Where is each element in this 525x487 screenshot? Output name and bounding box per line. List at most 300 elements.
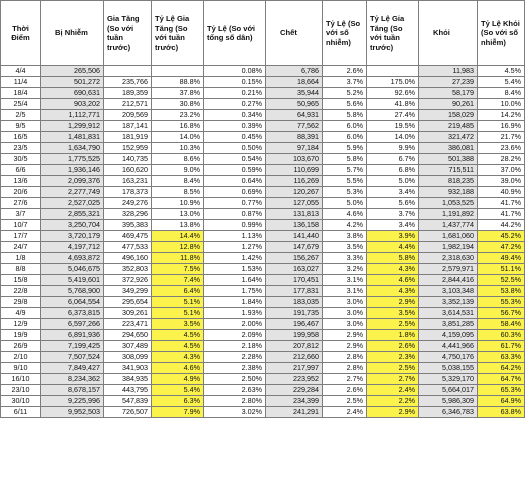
table-cell: 223,471 <box>104 319 152 330</box>
table-cell: 5.5% <box>323 176 367 187</box>
table-cell: 18/4 <box>1 88 41 99</box>
table-cell: 49.4% <box>478 253 525 264</box>
table-cell: 5.1% <box>152 308 204 319</box>
table-cell: 55.3% <box>478 297 525 308</box>
table-cell: 16.9% <box>478 121 525 132</box>
table-cell: 4/4 <box>1 66 41 77</box>
table-cell: 5.0% <box>367 176 419 187</box>
table-cell: 469,475 <box>104 231 152 242</box>
table-cell <box>104 66 152 77</box>
table-cell: 321,472 <box>419 132 478 143</box>
table-cell: 395,383 <box>104 220 152 231</box>
table-cell: 2,579,971 <box>419 264 478 275</box>
table-cell: 3.0% <box>323 308 367 319</box>
table-cell: 1.13% <box>204 231 266 242</box>
table-row <box>1 88 525 99</box>
column-header-1: Bị Nhiễm <box>41 1 104 66</box>
table-cell: 163,231 <box>104 176 152 187</box>
table-cell: 10.3% <box>152 143 204 154</box>
table-cell <box>367 66 419 77</box>
table-cell: 372,926 <box>104 275 152 286</box>
table-cell: 1,775,525 <box>41 154 104 165</box>
table-cell: 23/5 <box>1 143 41 154</box>
table-cell: 2/10 <box>1 352 41 363</box>
table-cell: 22/8 <box>1 286 41 297</box>
table-cell: 183,035 <box>266 297 323 308</box>
table-cell: 3.0% <box>323 319 367 330</box>
table-cell: 6.7% <box>367 154 419 165</box>
table-cell: 28.2% <box>478 154 525 165</box>
table-cell: 3.9% <box>367 231 419 242</box>
table-cell: 7.4% <box>152 275 204 286</box>
table-cell: 1.64% <box>204 275 266 286</box>
table-cell: 65.3% <box>478 385 525 396</box>
table-cell: 3.5% <box>152 319 204 330</box>
table-cell: 234,399 <box>266 396 323 407</box>
table-cell: 3.7% <box>323 77 367 88</box>
table-cell: 1.84% <box>204 297 266 308</box>
table-cell: 3.5% <box>367 308 419 319</box>
table-cell: 2.80% <box>204 396 266 407</box>
table-cell: 199,958 <box>266 330 323 341</box>
table-cell: 3/7 <box>1 209 41 220</box>
table-cell: 235,766 <box>104 77 152 88</box>
table-cell: 10.9% <box>152 198 204 209</box>
column-header-7: Tỷ Lệ Gia Tăng (So với tuần trước) <box>367 1 419 66</box>
table-cell: 13.8% <box>152 220 204 231</box>
table-cell: 6.0% <box>323 121 367 132</box>
table-cell: 6,597,266 <box>41 319 104 330</box>
table-cell: 209,569 <box>104 110 152 121</box>
table-cell: 21.7% <box>478 132 525 143</box>
table-cell: 0.99% <box>204 220 266 231</box>
table-cell: 177,831 <box>266 286 323 297</box>
table-cell: 163,027 <box>266 264 323 275</box>
table-cell: 6,373,815 <box>41 308 104 319</box>
table-cell: 5.6% <box>323 99 367 110</box>
table-cell: 10.0% <box>478 99 525 110</box>
table-cell: 384,935 <box>104 374 152 385</box>
table-cell: 3.4% <box>367 220 419 231</box>
table-cell: 294,650 <box>104 330 152 341</box>
table-cell: 0.54% <box>204 154 266 165</box>
table-cell: 4.3% <box>367 286 419 297</box>
table-cell: 14.4% <box>152 231 204 242</box>
table-row <box>1 66 525 77</box>
table-cell: 1.27% <box>204 242 266 253</box>
table-cell: 4/9 <box>1 308 41 319</box>
table-cell: 5,419,601 <box>41 275 104 286</box>
table-cell: 20/6 <box>1 187 41 198</box>
table-cell: 16/5 <box>1 132 41 143</box>
table-cell: 8,678,157 <box>41 385 104 396</box>
column-header-0: Thời Điểm <box>1 1 41 66</box>
table-cell: 0.15% <box>204 77 266 88</box>
table-cell: 9,952,503 <box>41 407 104 418</box>
table-cell: 4.6% <box>152 363 204 374</box>
table-cell: 5.2% <box>323 88 367 99</box>
table-cell: 2,277,749 <box>41 187 104 198</box>
table-cell: 2.6% <box>367 341 419 352</box>
table-cell: 30.8% <box>152 99 204 110</box>
table-cell: 2.8% <box>323 363 367 374</box>
table-cell: 110,699 <box>266 165 323 176</box>
table-cell: 223,952 <box>266 374 323 385</box>
table-cell: 5.6% <box>367 198 419 209</box>
table-cell: 41.7% <box>478 198 525 209</box>
table-cell: 4.5% <box>152 341 204 352</box>
table-cell: 3.1% <box>323 275 367 286</box>
table-cell: 1,299,912 <box>41 121 104 132</box>
table-cell: 4.6% <box>323 209 367 220</box>
table-cell: 1,681,060 <box>419 231 478 242</box>
table-cell: 6.8% <box>367 165 419 176</box>
table-cell: 41.7% <box>478 209 525 220</box>
table-cell: 2.5% <box>367 319 419 330</box>
table-cell: 8.4% <box>478 88 525 99</box>
table-cell: 2.00% <box>204 319 266 330</box>
table-cell: 217,997 <box>266 363 323 374</box>
table-cell: 5.8% <box>323 154 367 165</box>
table-cell: 29/8 <box>1 297 41 308</box>
table-cell: 2.5% <box>323 396 367 407</box>
table-row <box>1 407 525 418</box>
table-cell: 178,373 <box>104 187 152 198</box>
table-cell: 2.3% <box>367 352 419 363</box>
table-cell: 2.7% <box>367 374 419 385</box>
table-cell: 160,620 <box>104 165 152 176</box>
table-cell: 4,197,712 <box>41 242 104 253</box>
table-cell: 2.9% <box>323 330 367 341</box>
table-row <box>1 99 525 110</box>
table-row <box>1 132 525 143</box>
table-cell: 53.8% <box>478 286 525 297</box>
table-cell: 501,388 <box>419 154 478 165</box>
table-cell: 26/9 <box>1 341 41 352</box>
table-cell: 51.1% <box>478 264 525 275</box>
table-cell: 265,506 <box>41 66 104 77</box>
table-cell: 352,803 <box>104 264 152 275</box>
table-cell: 12/9 <box>1 319 41 330</box>
table-cell: 47.2% <box>478 242 525 253</box>
table-cell: 196,467 <box>266 319 323 330</box>
table-cell: 3.02% <box>204 407 266 418</box>
table-cell: 496,160 <box>104 253 152 264</box>
table-cell: 7,849,427 <box>41 363 104 374</box>
table-cell: 207,812 <box>266 341 323 352</box>
table-cell: 3,103,348 <box>419 286 478 297</box>
table-cell: 61.7% <box>478 341 525 352</box>
table-cell: 27.4% <box>367 110 419 121</box>
table-cell: 9.0% <box>152 165 204 176</box>
table-cell: 39.0% <box>478 176 525 187</box>
table-cell: 690,631 <box>41 88 104 99</box>
table-row <box>1 341 525 352</box>
table-cell: 63.8% <box>478 407 525 418</box>
table-cell: 5,768,900 <box>41 286 104 297</box>
table-row <box>1 121 525 132</box>
table-cell: 0.39% <box>204 121 266 132</box>
table-cell: 11,983 <box>419 66 478 77</box>
table-cell: 23/10 <box>1 385 41 396</box>
table-row <box>1 154 525 165</box>
table-cell: 715,511 <box>419 165 478 176</box>
table-cell: 2,844,416 <box>419 275 478 286</box>
table-row <box>1 253 525 264</box>
table-cell: 9.9% <box>367 143 419 154</box>
table-cell: 3.5% <box>323 242 367 253</box>
table-cell: 88,391 <box>266 132 323 143</box>
table-cell: 5,046,675 <box>41 264 104 275</box>
table-cell: 6,064,554 <box>41 297 104 308</box>
column-header-2: Gia Tăng (So với tuần trước) <box>104 1 152 66</box>
table-row <box>1 286 525 297</box>
table-row <box>1 363 525 374</box>
table-cell: 2/5 <box>1 110 41 121</box>
table-cell: 8/8 <box>1 264 41 275</box>
table-cell: 152,959 <box>104 143 152 154</box>
table-cell: 30/5 <box>1 154 41 165</box>
table-cell: 1,191,892 <box>419 209 478 220</box>
column-header-5: Chết <box>266 1 323 66</box>
table-cell: 308,099 <box>104 352 152 363</box>
table-cell: 4,159,095 <box>419 330 478 341</box>
table-cell: 90,261 <box>419 99 478 110</box>
table-cell: 229,284 <box>266 385 323 396</box>
table-cell: 8,234,362 <box>41 374 104 385</box>
table-cell: 27/6 <box>1 198 41 209</box>
table-cell: 0.34% <box>204 110 266 121</box>
table-cell: 212,571 <box>104 99 152 110</box>
table-cell: 2.09% <box>204 330 266 341</box>
table-row <box>1 275 525 286</box>
table-cell: 5.7% <box>323 165 367 176</box>
table-cell: 147,679 <box>266 242 323 253</box>
table-cell: 726,507 <box>104 407 152 418</box>
table-cell: 6.0% <box>323 132 367 143</box>
table-cell: 4.6% <box>367 275 419 286</box>
table-cell: 30/10 <box>1 396 41 407</box>
table-cell: 63.3% <box>478 352 525 363</box>
table-cell: 3.3% <box>323 253 367 264</box>
column-header-8: Khỏi <box>419 1 478 66</box>
table-cell: 0.50% <box>204 143 266 154</box>
table-cell: 13.0% <box>152 209 204 220</box>
table-row <box>1 242 525 253</box>
table-cell: 12.8% <box>152 242 204 253</box>
table-cell: 7,507,524 <box>41 352 104 363</box>
table-cell: 120,267 <box>266 187 323 198</box>
table-cell: 7,199,425 <box>41 341 104 352</box>
table-cell: 1.8% <box>367 330 419 341</box>
table-cell: 140,735 <box>104 154 152 165</box>
table-cell: 6,891,936 <box>41 330 104 341</box>
table-cell: 41.8% <box>367 99 419 110</box>
table-cell: 7.5% <box>152 264 204 275</box>
table-cell: 13/6 <box>1 176 41 187</box>
table-cell: 6.3% <box>152 396 204 407</box>
table-cell: 2.50% <box>204 374 266 385</box>
table-cell: 1.75% <box>204 286 266 297</box>
table-cell <box>152 66 204 77</box>
table-cell: 141,440 <box>266 231 323 242</box>
table-cell: 44.2% <box>478 220 525 231</box>
table-row <box>1 319 525 330</box>
table-row <box>1 110 525 121</box>
table-row <box>1 209 525 220</box>
table-cell: 58,179 <box>419 88 478 99</box>
table-cell: 103,670 <box>266 154 323 165</box>
table-cell: 2.18% <box>204 341 266 352</box>
table-row <box>1 297 525 308</box>
table-cell: 307,489 <box>104 341 152 352</box>
table-cell: 1,634,790 <box>41 143 104 154</box>
table-cell: 501,272 <box>41 77 104 88</box>
table-cell: 5,986,309 <box>419 396 478 407</box>
table-cell: 2,855,321 <box>41 209 104 220</box>
table-cell: 3.0% <box>323 297 367 308</box>
table-cell: 0.08% <box>204 66 266 77</box>
table-cell: 88.8% <box>152 77 204 88</box>
table-cell: 136,158 <box>266 220 323 231</box>
table-cell: 5.9% <box>323 143 367 154</box>
table-cell: 40.9% <box>478 187 525 198</box>
table-cell: 3,250,704 <box>41 220 104 231</box>
table-cell: 1.42% <box>204 253 266 264</box>
table-cell: 14.0% <box>367 132 419 143</box>
header-row <box>1 1 525 66</box>
table-cell: 7.9% <box>152 407 204 418</box>
table-cell: 328,296 <box>104 209 152 220</box>
table-cell: 5.8% <box>323 110 367 121</box>
table-cell: 0.27% <box>204 99 266 110</box>
table-row <box>1 231 525 242</box>
table-row <box>1 352 525 363</box>
table-cell: 2.9% <box>323 341 367 352</box>
table-cell: 3,352,139 <box>419 297 478 308</box>
table-row <box>1 220 525 231</box>
table-cell: 37.0% <box>478 165 525 176</box>
table-cell: 2.28% <box>204 352 266 363</box>
table-cell: 349,299 <box>104 286 152 297</box>
table-cell: 14.2% <box>478 110 525 121</box>
table-cell: 181,919 <box>104 132 152 143</box>
table-cell: 64,931 <box>266 110 323 121</box>
table-cell: 19.5% <box>367 121 419 132</box>
table-cell: 443,795 <box>104 385 152 396</box>
table-cell: 2.6% <box>323 66 367 77</box>
table-cell: 23.6% <box>478 143 525 154</box>
table-cell: 52.5% <box>478 275 525 286</box>
column-header-3: Tỷ Lệ Gia Tăng (So với tuần trước) <box>152 1 204 66</box>
table-cell: 56.7% <box>478 308 525 319</box>
table-cell: 9/10 <box>1 363 41 374</box>
table-cell: 1,053,525 <box>419 198 478 209</box>
table-cell: 2.63% <box>204 385 266 396</box>
table-cell: 50,965 <box>266 99 323 110</box>
table-cell: 58.4% <box>478 319 525 330</box>
table-cell: 3.8% <box>323 231 367 242</box>
table-cell: 2.7% <box>323 374 367 385</box>
table-cell: 11.8% <box>152 253 204 264</box>
table-cell: 2.6% <box>323 385 367 396</box>
table-cell: 5.0% <box>323 198 367 209</box>
table-cell: 2.38% <box>204 363 266 374</box>
table-cell: 2,527,025 <box>41 198 104 209</box>
table-row <box>1 165 525 176</box>
table-cell: 3.1% <box>323 286 367 297</box>
table-row <box>1 308 525 319</box>
table-cell: 2.9% <box>367 297 419 308</box>
table-cell: 5,038,155 <box>419 363 478 374</box>
table-cell: 60.3% <box>478 330 525 341</box>
table-cell: 2.9% <box>367 407 419 418</box>
table-cell: 37.8% <box>152 88 204 99</box>
table-cell: 2,318,630 <box>419 253 478 264</box>
table-row <box>1 374 525 385</box>
table-cell: 3.7% <box>367 209 419 220</box>
table-cell: 191,735 <box>266 308 323 319</box>
table-cell: 8.5% <box>152 187 204 198</box>
table-body <box>1 66 525 418</box>
column-header-4: Tỷ Lệ (So với tổng số dân) <box>204 1 266 66</box>
table-cell: 5,329,170 <box>419 374 478 385</box>
table-cell: 4.3% <box>152 352 204 363</box>
table-cell: 0.87% <box>204 209 266 220</box>
table-cell: 9,225,996 <box>41 396 104 407</box>
table-cell: 189,359 <box>104 88 152 99</box>
table-row <box>1 396 525 407</box>
table-cell: 116,269 <box>266 176 323 187</box>
table-row <box>1 198 525 209</box>
table-cell: 6.4% <box>152 286 204 297</box>
table-cell: 17/7 <box>1 231 41 242</box>
table-cell: 187,141 <box>104 121 152 132</box>
table-cell: 1/8 <box>1 253 41 264</box>
table-cell: 818,235 <box>419 176 478 187</box>
table-cell: 4,441,966 <box>419 341 478 352</box>
table-cell: 219,485 <box>419 121 478 132</box>
table-cell: 0.77% <box>204 198 266 209</box>
table-cell: 156,267 <box>266 253 323 264</box>
table-cell: 3.4% <box>367 187 419 198</box>
table-cell: 23.2% <box>152 110 204 121</box>
table-cell: 2.4% <box>323 407 367 418</box>
table-cell: 175.0% <box>367 77 419 88</box>
table-cell: 4.2% <box>323 220 367 231</box>
table-cell: 1,481,831 <box>41 132 104 143</box>
table-cell: 5.8% <box>367 253 419 264</box>
table-cell: 4.5% <box>152 330 204 341</box>
table-cell: 0.64% <box>204 176 266 187</box>
table-cell: 241,291 <box>266 407 323 418</box>
table-cell: 2.4% <box>367 385 419 396</box>
table-cell: 35,944 <box>266 88 323 99</box>
table-cell: 295,654 <box>104 297 152 308</box>
table-cell: 16.8% <box>152 121 204 132</box>
table-row <box>1 176 525 187</box>
table-row <box>1 143 525 154</box>
table-row <box>1 264 525 275</box>
table-cell: 4,750,176 <box>419 352 478 363</box>
table-cell: 6,786 <box>266 66 323 77</box>
table-cell: 0.59% <box>204 165 266 176</box>
table-cell: 1,936,146 <box>41 165 104 176</box>
table-cell: 0.45% <box>204 132 266 143</box>
table-cell: 10/7 <box>1 220 41 231</box>
table-cell: 2.8% <box>323 352 367 363</box>
table-row <box>1 385 525 396</box>
